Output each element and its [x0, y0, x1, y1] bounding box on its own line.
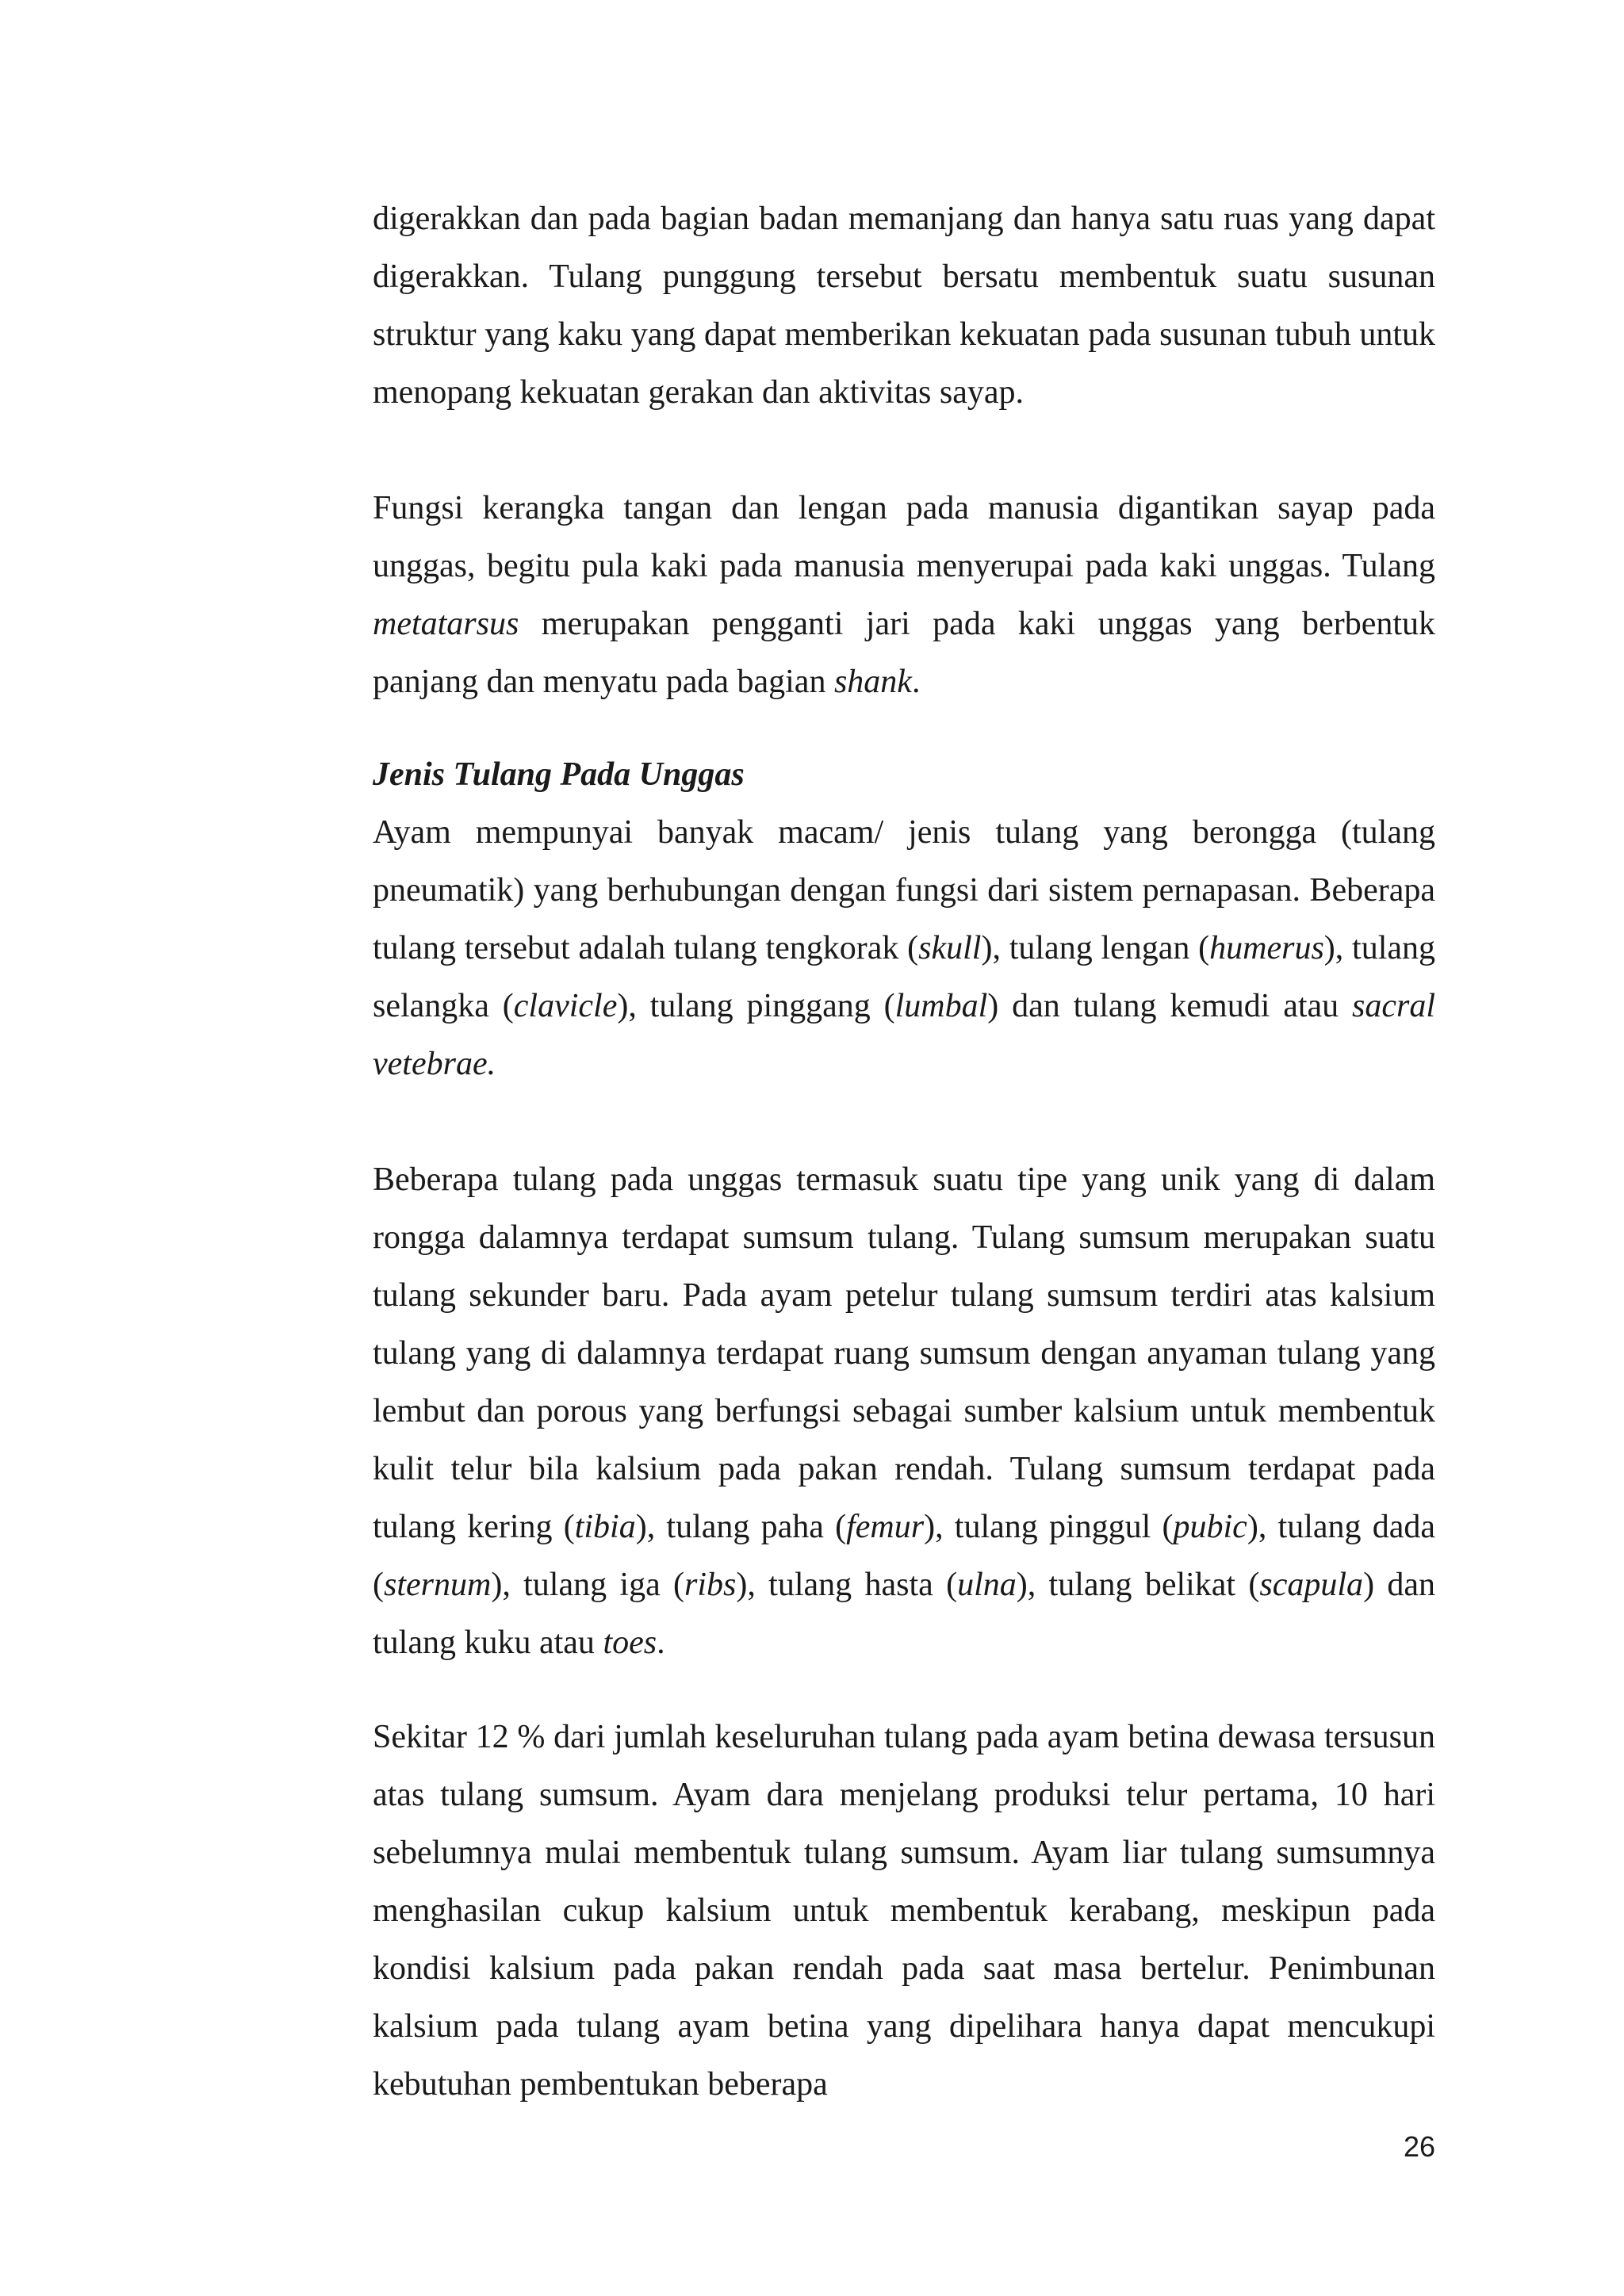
- document-page: [373, 190, 1435, 2114]
- section-heading: Jenis Tulang Pada Unggas: [373, 756, 745, 793]
- page-number: 26: [1403, 2130, 1435, 2163]
- paragraph-marrow-percentage: Sekitar 12 % dari jumlah keseluruhan tulang pada ayam betina dewasa tersusun atas tulang sumsum. Ayam dara menjelang produksi telur pertama, 10 hari sebelumnya mulai membentuk tulang sumsum. Ayam liar tulang sumsumnya menghasilan cukup kalsium untuk membentuk kerabang, meskipun pada kondisi kalsium pada pakan rendah pada saat masa bertelur. Penimbunan kalsium pada tulang ayam betina yang dipelihara hanya dapat mencukupi kebutuhan pembentukan beberapa: [373, 1719, 1435, 2103]
- paragraph-pneumatic-bones: Ayam mempunyai banyak macam/ jenis tulang yang berongga (tulang pneumatik) yang berhubungan dengan fungsi dari sistem pernapasan. Beberapa tulang tersebut adalah tulang tengkorak (skull), tulang lengan (humerus), tulang selangka (clavicle), tulang pinggang (lumbal) dan tulang kemudi atau sacral vetebrae.: [373, 814, 1436, 1082]
- paragraph-marrow-bones: Beberapa tulang pada unggas termasuk suatu tipe yang unik yang di dalam rongga dalamnya terdapat sumsum tulang. Tulang sumsum merupakan suatu tulang sekunder baru. Pada ayam petelur tulang sumsum terdiri atas kalsium tulang yang di dalamnya terdapat ruang sumsum dengan anyaman tulang yang lembut dan porous yang berfungsi sebagai sumber kalsium untuk membentuk kulit telur bila kalsium pada pakan rendah. Tulang sumsum terdapat pada tulang kering (tibia), tulang paha (femur), tulang pinggul (pubic), tulang dada (sternum), tulang iga (ribs), tulang hasta (ulna), tulang belikat (scapula) dan tulang kuku atau toes.: [373, 1161, 1435, 1661]
- paragraph-wing-leg: Fungsi kerangka tangan dan lengan pada manusia digantikan sayap pada unggas, begitu pula kaki pada manusia menyerupai pada kaki unggas. Tulang metatarsus merupakan pengganti jari pada kaki unggas yang berbentuk panjang dan menyatu pada bagian shank.: [373, 490, 1435, 700]
- paragraph-backbone: digerakkan dan pada bagian badan memanjang dan hanya satu ruas yang dapat digerakkan. Tulang punggung tersebut bersatu membentuk suatu susunan struktur yang kaku yang dapat memberikan kekuatan pada susunan tubuh untuk menopang kekuatan gerakan dan aktivitas sayap.: [373, 201, 1435, 411]
